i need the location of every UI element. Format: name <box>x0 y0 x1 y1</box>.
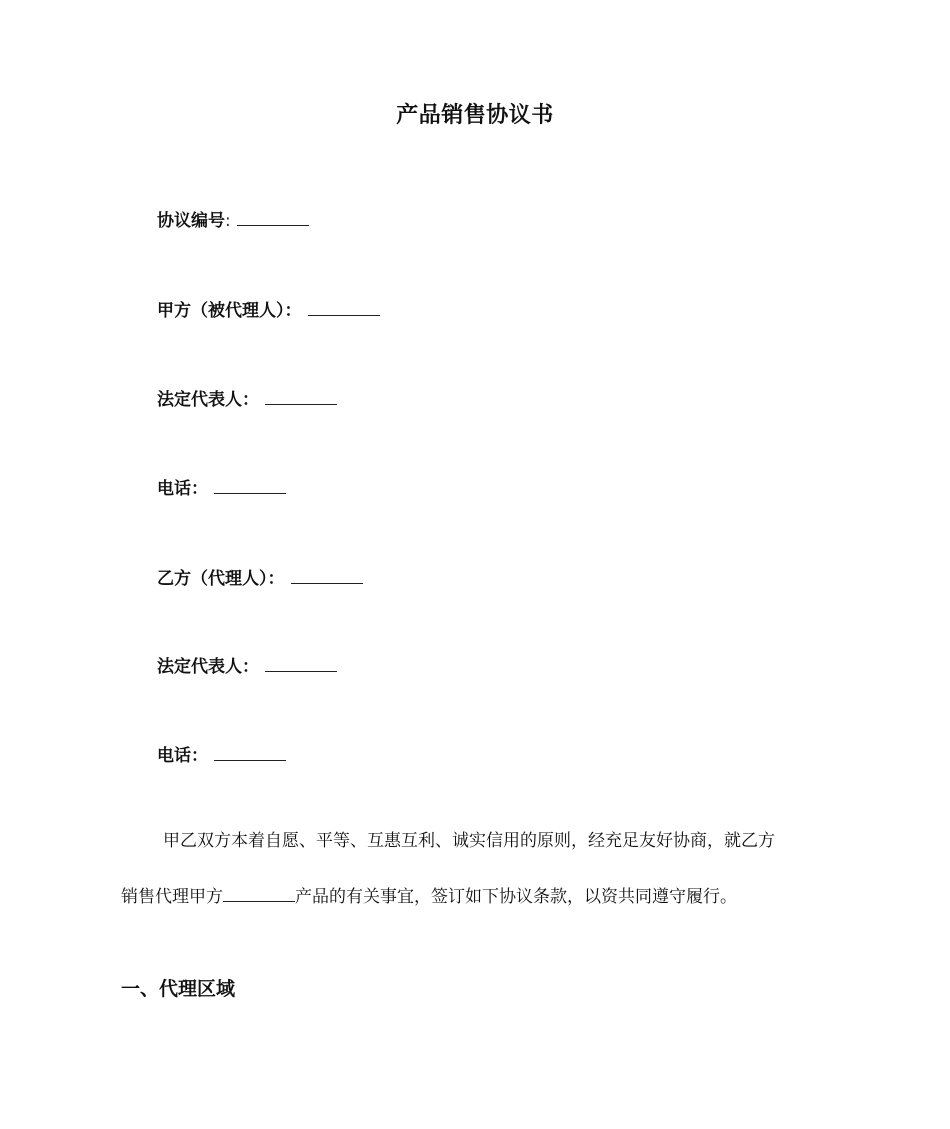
field-party-b-representative <box>157 651 337 679</box>
field-label: 协议编号 <box>157 211 225 231</box>
section-heading: 一、代理区域 <box>121 978 236 1000</box>
blank-line[interactable] <box>265 384 337 405</box>
field-label: 电话： <box>157 479 208 499</box>
field-party-a-representative <box>157 384 337 412</box>
field-party-a <box>157 295 380 323</box>
blank-line[interactable] <box>214 473 286 494</box>
blank-line[interactable] <box>308 295 380 316</box>
field-label: 乙方（代理人）： <box>157 569 285 589</box>
field-party-a-phone <box>157 473 286 501</box>
field-label: 电话： <box>157 746 208 766</box>
blank-line[interactable] <box>223 881 295 902</box>
document-title: 产品销售协议书 <box>396 103 554 128</box>
intro-paragraph-line-2 <box>121 868 831 926</box>
field-colon: : <box>225 211 231 231</box>
blank-line[interactable] <box>291 563 363 584</box>
field-label: 法定代表人： <box>157 390 259 410</box>
intro-text-after-blank: 产品的有关事宜，签订如下协议条款，以资共同遵守履行。 <box>295 887 737 907</box>
blank-line[interactable] <box>214 740 286 761</box>
field-party-b-phone <box>157 740 286 768</box>
field-agreement-number <box>157 205 309 233</box>
intro-text-before-blank: 销售代理甲方 <box>121 887 223 907</box>
intro-paragraph-line-1: 甲乙双方本着自愿、平等、互惠互利、诚实信用的原则，经充足友好协商，就乙方 <box>163 831 775 851</box>
blank-line[interactable] <box>237 205 309 226</box>
field-label: 法定代表人： <box>157 657 259 677</box>
field-party-b <box>157 563 363 591</box>
blank-line[interactable] <box>265 651 337 672</box>
field-label: 甲方（被代理人）： <box>157 301 302 321</box>
